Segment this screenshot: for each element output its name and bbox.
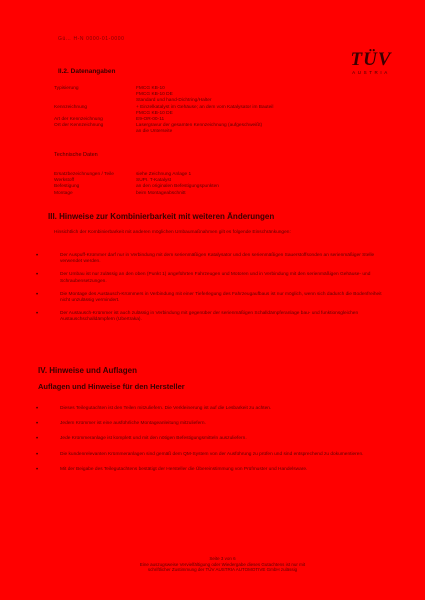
section-title-data: II.2. Datenangaben — [58, 68, 116, 75]
bullet-icon: • — [36, 406, 39, 412]
bullet-icon: • — [36, 311, 39, 318]
section-title-combinability: III. Hinweise zur Kombinierbarkeit mit weiteren Änderungen — [48, 212, 275, 221]
section-subtitle-manufacturer: Auflagen und Hinweise für den Hersteller — [38, 382, 185, 391]
field-value: an die Unterseite — [136, 129, 173, 135]
list-item — [36, 292, 384, 304]
list-item — [36, 467, 384, 473]
field-label: Ersatzbezeichnungen / Teile — [54, 172, 114, 177]
footer-note-line-2: schriftlicher Zustimmung der TÜV AUSTRIA AUTOMOTIVE GmbH zulässig — [147, 567, 298, 573]
identification-fields — [54, 86, 384, 142]
footer-note-line-1: Eine auszugsweise Vervielfältigung oder Wiedergabe dieses Gutachtens ist nur mit — [139, 561, 306, 567]
tuv-austria-logo — [348, 50, 394, 75]
field-label: Kennzeichnung — [54, 104, 88, 110]
field-value: an den originalen Befestigungspunkten — [136, 184, 219, 190]
bullet-icon: • — [36, 253, 39, 259]
bullet-icon: • — [36, 272, 39, 279]
bullet-icon: • — [36, 466, 39, 473]
field-value: FMCG KB-10 DE — [136, 110, 173, 116]
list-item-text: Der Auspuff-Krümmer darf nur in Verbindung mit dem serienmäßigen Katalysator und den serienmäßigen Sauerstoffsonden an serienmäßiger Stelle verwendet werden. — [60, 253, 375, 265]
list-item — [36, 421, 384, 427]
field-label: Art der Kennzeichnung — [54, 117, 103, 122]
field-value: siehe Zeichnung Anlage 1 — [136, 172, 192, 177]
bullet-icon: • — [36, 451, 39, 458]
list-item-text: Mit der Beigabe des Teilegutachtens bestätigt der Hersteller die Übereinstimmung von Prüfmuster und Handelsware. — [60, 466, 308, 472]
list-item-text: Der Umbau ist nur zulässig an den oben (Punkt 1) angeführten Fahrzeugen und Motoren und in Verbindung mit den serienmäßigen Gehäuse- und Schraubensetzungen. — [60, 272, 371, 284]
field-value: Lasergravur der gesamten Kennzeichnung (aufgeschweißt) — [136, 123, 263, 129]
field-value: FMCG KB-10 — [136, 86, 165, 91]
field-value: FMCG KB-10 DE — [136, 92, 173, 98]
page-footer — [120, 556, 325, 573]
list-item — [36, 253, 384, 265]
field-label: Ort der Kennzeichnung — [54, 123, 104, 129]
list-item — [36, 436, 384, 442]
bullet-icon: • — [36, 421, 39, 428]
field-value: Standard und hand-Dichtring/Halter — [136, 98, 212, 104]
list-item — [36, 452, 384, 458]
field-value: beim Montageabschnitt — [136, 190, 186, 196]
field-label: Befestigung — [54, 184, 80, 190]
list-item — [36, 272, 384, 284]
list-item — [36, 311, 384, 323]
bullet-icon: • — [36, 291, 39, 298]
field-label: Werkstoff — [54, 178, 75, 184]
section-title-notes: IV. Hinweise und Auflagen — [38, 366, 137, 375]
combinability-intro: Hinsichtlich der Kombinierbarkeit mit anderen möglichen Umbaumaßnahmen gilt es folgende Einschränkungen: — [54, 230, 291, 235]
field-label: Typisierung — [54, 86, 79, 91]
list-item — [36, 406, 384, 412]
list-item-text: Jedem Krümmer ist eine ausführliche Montageanleitung mitzuliefern. — [60, 421, 206, 427]
technical-fields — [54, 172, 384, 200]
list-item-text: Dieses Teilegutachten ist den Teilen mitzuliefern. Die Verkleinerung ist auf die Lesbarkeit zu achten. — [60, 406, 272, 411]
bullet-icon: • — [36, 436, 39, 443]
page-number: Seite 3 von 6 — [209, 556, 236, 561]
field-value: SUPI. T-Katalyst — [136, 178, 172, 184]
field-label: Montage — [54, 190, 73, 196]
document-reference: Gü… H-N 0000-01-0000 — [58, 36, 125, 42]
manufacturer-list — [36, 406, 384, 473]
combinability-list — [36, 253, 384, 324]
list-item-text: Die Montage des Austausch-Krümmers in Verbindung mit einer Tieferlegung des Fahrzeugaufbaus ist nur möglich, wenn sich dadurch die Bodenfreiheit nicht unzulässig vermindert. — [60, 291, 382, 304]
list-item-text: Der Austausch-Krümmer ist auch zulässig in Verbindung mit gegenüber der serienmäßigen Schalldämpferanlage bau- und funktionsgleichen Austauschschalldämpfern (Ubertraka). — [60, 311, 359, 323]
list-item-text: Jede Krümmeranlage ist komplett und mit den nötigen Befestigungsmitteln auszuliefern. — [60, 436, 247, 442]
list-item-text: Die kundenrelevanten Krümmeranlagen sind gemäß dem QM-System von der Ausführung zu prüfen und sind entsprechend zu dokumentieren. — [60, 451, 364, 457]
logo-wordmark: TÜV — [350, 49, 392, 70]
field-value: E9-OR-00-11 — [136, 117, 165, 122]
logo-subtext: AUSTRIA — [352, 70, 390, 75]
field-value: + Einzelkatalyst im Gehäuse; an dem vom Katalysator im Bauteil — [136, 104, 274, 110]
section-title-technical: Technische Daten — [54, 152, 98, 158]
